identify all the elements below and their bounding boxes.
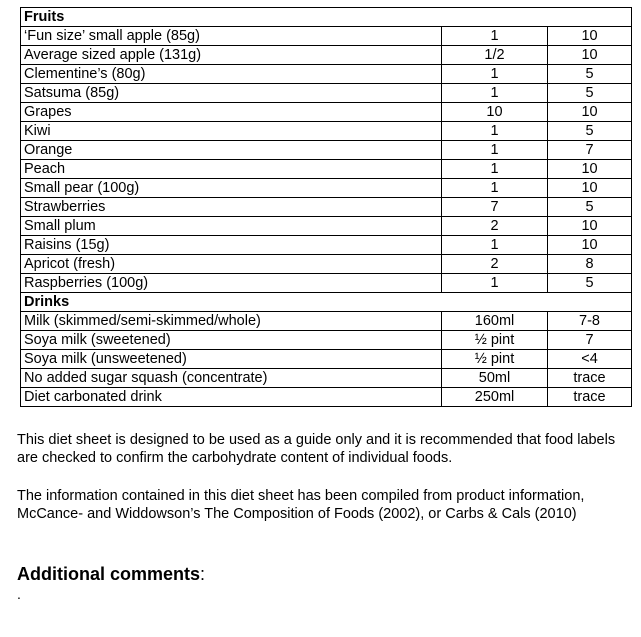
item-name-cell: Diet carbonated drink — [21, 388, 442, 407]
carbs-cell: 5 — [548, 65, 632, 84]
fruits-row — [21, 65, 632, 84]
fruits-row — [21, 160, 632, 179]
fruits-row — [21, 217, 632, 236]
quantity-cell: 1 — [442, 179, 548, 198]
fruits-row — [21, 122, 632, 141]
item-name-cell: Raspberries (100g) — [21, 274, 442, 293]
quantity-cell: 1 — [442, 274, 548, 293]
fruits-row — [21, 46, 632, 65]
quantity-cell: 1/2 — [442, 46, 548, 65]
quantity-cell: 160ml — [442, 312, 548, 331]
item-name-cell: Orange — [21, 141, 442, 160]
carbs-cell: 10 — [548, 27, 632, 46]
fruits-row — [21, 141, 632, 160]
item-name-cell: Average sized apple (131g) — [21, 46, 442, 65]
carbs-cell: <4 — [548, 350, 632, 369]
carbs-cell: 7 — [548, 141, 632, 160]
quantity-cell: 1 — [442, 141, 548, 160]
drinks-row — [21, 388, 632, 407]
carbs-cell: 7 — [548, 331, 632, 350]
item-name-cell: Soya milk (unsweetened) — [21, 350, 442, 369]
additional-comments-heading — [17, 563, 205, 585]
additional-comments-title: Additional comments — [17, 564, 201, 584]
carbs-cell: 7-8 — [548, 312, 632, 331]
sources-paragraph: The information contained in this diet sheet has been compiled from product information, McCance- and Widdowson’s The Composition of Foods (2002), or Carbs & Cals (2010) — [17, 488, 585, 522]
item-name-cell: Apricot (fresh) — [21, 255, 442, 274]
additional-comments-content: . — [17, 586, 21, 602]
drinks-row — [21, 331, 632, 350]
drinks-row — [21, 350, 632, 369]
carbs-cell: 5 — [548, 198, 632, 217]
carbs-cell: 5 — [548, 84, 632, 103]
item-name-cell: Peach — [21, 160, 442, 179]
additional-comments-colon: : — [200, 564, 206, 584]
item-name-cell: ‘Fun size’ small apple (85g) — [21, 27, 442, 46]
item-name-cell: Satsuma (85g) — [21, 84, 442, 103]
disclaimer-paragraph: This diet sheet is designed to be used as a guide only and it is recommended that food labels are checked to confirm the carbohydrate content of individual foods. — [17, 432, 616, 466]
quantity-cell: 1 — [442, 27, 548, 46]
carbs-cell: 10 — [548, 217, 632, 236]
quantity-cell: 7 — [442, 198, 548, 217]
section-heading-fruits: Fruits — [21, 8, 632, 27]
section-heading-drinks: Drinks — [21, 293, 632, 312]
fruits-row — [21, 236, 632, 255]
item-name-cell: Kiwi — [21, 122, 442, 141]
carbs-cell: 10 — [548, 236, 632, 255]
section-row-fruits — [21, 8, 632, 27]
item-name-cell: Milk (skimmed/semi-skimmed/whole) — [21, 312, 442, 331]
quantity-cell: ½ pint — [442, 331, 548, 350]
quantity-cell: 2 — [442, 255, 548, 274]
carbs-cell: 5 — [548, 274, 632, 293]
carbs-cell: 8 — [548, 255, 632, 274]
carbs-cell: 10 — [548, 103, 632, 122]
carbs-cell: 10 — [548, 46, 632, 65]
section-row-drinks — [21, 293, 632, 312]
item-name-cell: Clementine’s (80g) — [21, 65, 442, 84]
carbs-cell: 10 — [548, 160, 632, 179]
fruits-row — [21, 255, 632, 274]
fruits-row — [21, 198, 632, 217]
quantity-cell: 50ml — [442, 369, 548, 388]
carbs-cell: trace — [548, 369, 632, 388]
item-name-cell: Grapes — [21, 103, 442, 122]
item-name-cell: Soya milk (sweetened) — [21, 331, 442, 350]
quantity-cell: 1 — [442, 84, 548, 103]
item-name-cell: Raisins (15g) — [21, 236, 442, 255]
quantity-cell: ½ pint — [442, 350, 548, 369]
fruits-row — [21, 274, 632, 293]
item-name-cell: Small pear (100g) — [21, 179, 442, 198]
quantity-cell: 1 — [442, 160, 548, 179]
item-name-cell: No added sugar squash (concentrate) — [21, 369, 442, 388]
carbohydrate-table-body — [21, 8, 632, 407]
fruits-row — [21, 179, 632, 198]
fruits-row — [21, 27, 632, 46]
quantity-cell: 250ml — [442, 388, 548, 407]
quantity-cell: 1 — [442, 122, 548, 141]
drinks-row — [21, 369, 632, 388]
carbs-cell: trace — [548, 388, 632, 407]
carbs-cell: 5 — [548, 122, 632, 141]
fruits-row — [21, 84, 632, 103]
fruits-row — [21, 103, 632, 122]
quantity-cell: 10 — [442, 103, 548, 122]
carbs-cell: 10 — [548, 179, 632, 198]
drinks-row — [21, 312, 632, 331]
quantity-cell: 2 — [442, 217, 548, 236]
quantity-cell: 1 — [442, 65, 548, 84]
item-name-cell: Strawberries — [21, 198, 442, 217]
quantity-cell: 1 — [442, 236, 548, 255]
carbohydrate-table — [20, 7, 632, 407]
item-name-cell: Small plum — [21, 217, 442, 236]
